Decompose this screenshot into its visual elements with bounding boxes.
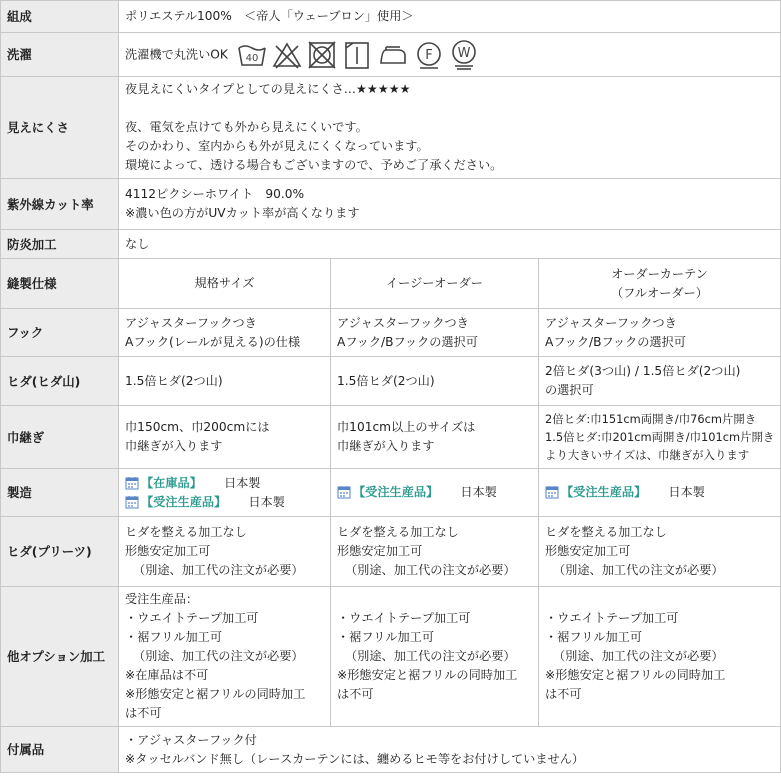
cell-line: ※タッセルバンド無し（レースカーテンには、纏めるヒモ等をお付けしていません） xyxy=(125,751,585,766)
wet-clean-w-icon xyxy=(448,39,480,71)
calendar-icon xyxy=(125,476,139,490)
hook-easy xyxy=(331,309,539,357)
visibility-rating: 夜見えにくいタイプとしての見えにくさ…★★★★★ xyxy=(125,82,411,96)
accessories-value xyxy=(119,727,781,773)
row-label: 製造 xyxy=(1,469,119,517)
row-label: 見えにくさ xyxy=(1,77,119,179)
col-full-order-title: オーダーカーテン xyxy=(611,266,708,281)
seam-easy xyxy=(331,406,539,469)
cell-line: Aフック(レールが見える)の仕様 xyxy=(125,334,301,349)
wash-40-icon xyxy=(236,39,268,71)
no-tumble-dry-icon xyxy=(306,39,338,71)
cell-line: ヒダを整える加工なし xyxy=(337,525,459,539)
cell-line: （別途、加工代の注文が必要） xyxy=(553,563,724,577)
cell-line xyxy=(125,474,324,493)
fireproof-value: なし xyxy=(119,230,781,259)
row-accessories xyxy=(1,727,781,773)
row-hook xyxy=(1,309,781,357)
row-label: 洗濯 xyxy=(1,33,119,77)
row-label: 縫製仕様 xyxy=(1,259,119,309)
pleats-full xyxy=(539,517,781,587)
cell-line: より大きいサイズは、巾継ぎが入ります xyxy=(545,448,750,462)
cell-line: ・裾フリル加工可 xyxy=(337,630,435,644)
dry-clean-f-icon xyxy=(413,39,445,71)
row-manufacture xyxy=(1,469,781,517)
cell-line: ※形態安定と裾フリルの同時加工 xyxy=(545,668,726,682)
wetclean-letter: W xyxy=(457,45,471,61)
calendar-icon xyxy=(337,485,351,499)
cell-line: ・ウエイトテープ加工可 xyxy=(545,611,679,625)
hook-full xyxy=(539,309,781,357)
cell-line xyxy=(125,493,324,512)
cell-line: （別途、加工代の注文が必要） xyxy=(133,649,304,663)
row-label: 巾継ぎ xyxy=(1,406,119,469)
visibility-line: 夜、電気を点けても外から見えにくいです。 xyxy=(125,120,368,134)
visibility-value xyxy=(119,77,781,179)
pleat-fold-standard: 1.5倍ヒダ(2つ山) xyxy=(119,357,331,406)
cell-line: アジャスターフックつき xyxy=(125,315,257,330)
cell-line: 2倍ヒダ(3つ山) / 1.5倍ヒダ(2つ山) xyxy=(545,364,741,378)
cell-line: ヒダを整える加工なし xyxy=(125,525,247,539)
row-sewing xyxy=(1,259,781,309)
cell-line: 巾継ぎが入ります xyxy=(337,439,435,453)
cell-line: 巾継ぎが入ります xyxy=(125,439,223,453)
cell-line: Aフック/Bフックの選択可 xyxy=(337,334,478,349)
row-uv xyxy=(1,179,781,230)
spacer xyxy=(125,99,774,118)
no-bleach-icon xyxy=(271,39,303,71)
cell-line: ※形態安定と裾フリルの同時加工 xyxy=(125,687,306,701)
cell-line: 形態安定加工可 xyxy=(337,544,423,558)
manufacture-easy xyxy=(331,469,539,517)
seam-standard xyxy=(119,406,331,469)
row-label: 組成 xyxy=(1,1,119,33)
options-full xyxy=(539,587,781,727)
cell-line: 受注生産品： xyxy=(125,592,199,606)
uv-value xyxy=(119,179,781,230)
cell-line: は不可 xyxy=(545,687,582,701)
col-standard-size: 規格サイズ xyxy=(119,259,331,309)
options-standard xyxy=(119,587,331,727)
washing-value xyxy=(119,33,781,77)
uv-note: ※濃い色の方がUVカット率が高くなります xyxy=(125,206,360,220)
cell-line: 巾101cm以上のサイズは xyxy=(337,420,476,434)
manufacture-full xyxy=(539,469,781,517)
cell-line: アジャスターフックつき xyxy=(545,315,677,330)
col-full-order xyxy=(539,259,781,309)
row-label: 他オプション加工 xyxy=(1,587,119,727)
row-visibility xyxy=(1,77,781,179)
cell-line: の選択可 xyxy=(545,383,594,397)
uv-line: 4112ピクシーホワイト 90.0% xyxy=(125,187,305,201)
pleat-fold-full xyxy=(539,357,781,406)
row-label: 紫外線カット率 xyxy=(1,179,119,230)
calendar-icon xyxy=(125,495,139,509)
pleats-easy xyxy=(331,517,539,587)
cell-line: ※在庫品は不可 xyxy=(125,668,209,682)
cell-line: は不可 xyxy=(337,687,374,701)
wash-temp-label: 40 xyxy=(245,52,259,64)
row-label: 付属品 xyxy=(1,727,119,773)
row-label: ヒダ(プリーツ) xyxy=(1,517,119,587)
cell-line: 形態安定加工可 xyxy=(545,544,631,558)
pleats-standard xyxy=(119,517,331,587)
cell-line: 巾150cm、巾200cmには xyxy=(125,420,270,434)
cell-line: ※形態安定と裾フリルの同時加工 xyxy=(337,668,518,682)
care-icons xyxy=(236,39,480,71)
cell-line: ・裾フリル加工可 xyxy=(125,630,223,644)
cell-line: アジャスターフックつき xyxy=(337,315,469,330)
dryclean-letter: F xyxy=(425,47,433,63)
cell-line: 形態安定加工可 xyxy=(125,544,211,558)
line-dry-icon xyxy=(341,39,373,71)
cell-line: ・ウエイトテープ加工可 xyxy=(125,611,259,625)
iron-low-icon xyxy=(376,39,410,71)
origin: 日本製 xyxy=(223,475,261,490)
order-tag: 【受注生産品】 xyxy=(353,485,439,499)
order-tag: 【受注生産品】 xyxy=(141,494,227,509)
hook-standard xyxy=(119,309,331,357)
visibility-line: 環境によって、透ける場合もございますので、予めご了承ください。 xyxy=(125,158,503,172)
options-easy xyxy=(331,587,539,727)
manufacture-standard xyxy=(119,469,331,517)
visibility-line: そのかわり、室内からも外が見えにくくなっています。 xyxy=(125,139,429,153)
row-pleats xyxy=(1,517,781,587)
cell-line: 2倍ヒダ:巾151cm両開き/巾76cm片開き xyxy=(545,412,757,426)
cell-line: 1.5倍ヒダ:巾201cm両開き/巾101cm片開き xyxy=(545,430,775,444)
cell-line: ・裾フリル加工可 xyxy=(545,630,643,644)
origin: 日本製 xyxy=(460,485,497,499)
calendar-icon xyxy=(545,485,559,499)
row-composition xyxy=(1,1,781,33)
row-label: 防炎加工 xyxy=(1,230,119,259)
row-washing xyxy=(1,33,781,77)
composition-value: ポリエステル100% ＜帝人「ウェーブロン」使用＞ xyxy=(119,1,781,33)
stock-tag: 【在庫品】 xyxy=(141,475,202,490)
cell-line: ヒダを整える加工なし xyxy=(545,525,667,539)
col-full-order-sub: （フルオーダー） xyxy=(610,285,708,300)
cell-line: Aフック/Bフックの選択可 xyxy=(545,334,686,349)
row-label: ヒダ(ヒダ山) xyxy=(1,357,119,406)
col-easy-order: イージーオーダー xyxy=(331,259,539,309)
cell-line: ・ウエイトテープ加工可 xyxy=(337,611,471,625)
cell-line: （別途、加工代の注文が必要） xyxy=(553,649,724,663)
cell-line: （別途、加工代の注文が必要） xyxy=(345,563,516,577)
row-fireproof xyxy=(1,230,781,259)
washing-text: 洗濯機で丸洗いOK xyxy=(125,47,228,61)
row-seam xyxy=(1,406,781,469)
cell-line: は不可 xyxy=(125,706,162,720)
row-label: フック xyxy=(1,309,119,357)
origin: 日本製 xyxy=(668,485,705,499)
origin: 日本製 xyxy=(248,494,285,509)
pleat-fold-easy: 1.5倍ヒダ(2つ山) xyxy=(331,357,539,406)
cell-line: ・アジャスターフック付 xyxy=(125,732,257,747)
cell-line: （別途、加工代の注文が必要） xyxy=(345,649,516,663)
row-options xyxy=(1,587,781,727)
cell-line: （別途、加工代の注文が必要） xyxy=(133,563,304,577)
row-pleat-fold xyxy=(1,357,781,406)
order-tag: 【受注生産品】 xyxy=(561,485,647,499)
seam-full xyxy=(539,406,781,469)
